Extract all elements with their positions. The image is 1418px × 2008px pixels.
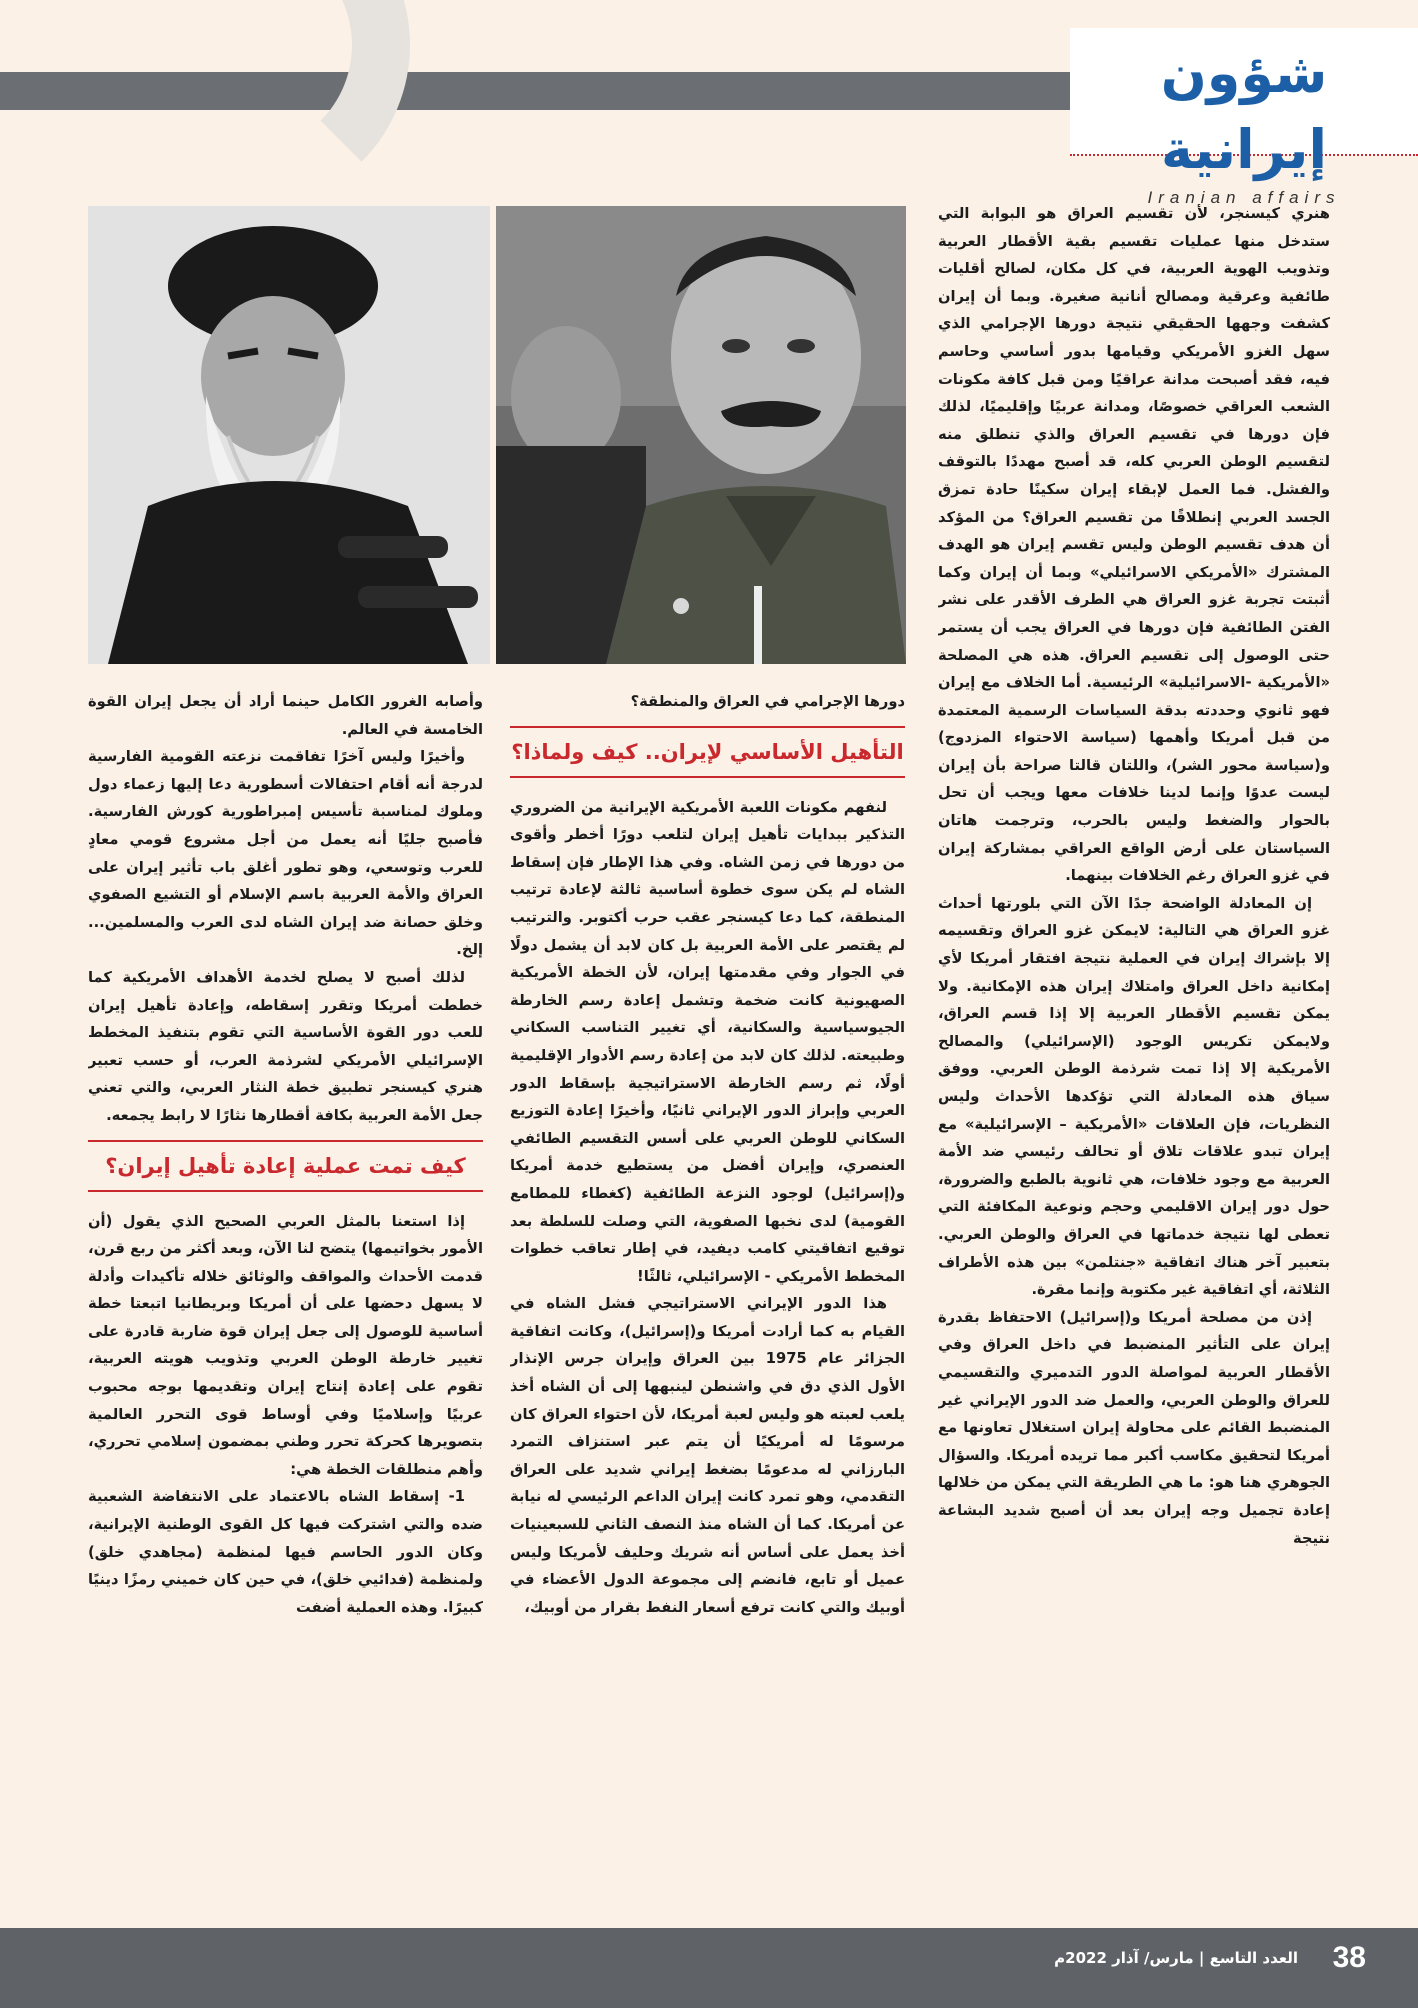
logo-arabic: شؤون إيرانية xyxy=(1160,42,1328,181)
paragraph: هذا الدور الإيراني الاستراتيجي فشل الشاه في القيام به كما أرادت أمريكا و(إسرائيل)، وكانت اتفاقية الجزائر عام 1975 بين العراق وإيران جرس الإنذار الأول الذي دق في واشنطن لينبهها إلى أن الشاه أخذ يلعب لعبته هو وليس لعبة أمريكا، لأن احتواء العراق كان مرسومًا له أمريكيًا أن يتم عبر استنزاف التمرد البارزاني له مدعومًا بضغط إيراني شديد على العراق التقدمي، وهو تمرد كانت إيران الداعم الرئيسي له نيابة عن أمريكا. كما أن الشاه منذ النصف الثاني للسبعينيات أخذ يعمل على أساس أنه شريك وحليف لأمريكا وليس عميل أو تابع، فانضم إلى مجموعة الدول الأعضاء في أوبيك والتي كانت ترفع أسعار النفط بقرار من أوبيك، xyxy=(510,1295,905,1616)
decorative-ring xyxy=(80,0,410,210)
paragraph: وأصابه الغرور الكامل حينما أراد أن يجعل إيران القوة الخامسة في العالم. xyxy=(88,693,483,738)
paragraph: إن المعادلة الواضحة جدًا الآن التي بلورتها أحداث غزو العراق هي التالية: لايمكن غزو العراق وتقسيمه إلا بإشراك إيران في العملية نتيجة افتقار أمريكا لأي إمكانية داخل العراق وامتلاك إيران هذه الإمكانية. ولا يمكن تقسيم الأقطار العربية إلا إذا قسم العراق، ولايمكن تكريس الوجود (الإسرائيلي) والمصالح الأمريكية إلا إذا تمت شرذمة الوطن العربي. ووفق سياق هذه المعادلة التي تؤكدها الأحداث وليس النظريات، فإن العلاقات «الأمريكية – الإسرائيلية» مع إيران تبدو علاقات تلاق أو تحالف رئيسي ضد الأمة العربية مع وجود خلافات، هي ثانوية بالطبع والضرورة، حول دور إيران الاقليمي وحجم ونوعية المكافئة التي تعطى لها نتيجة خدماتها في العراق والوطن العربي. بتعبير آخر هناك اتفاقية «جنتلمن» بين هذه الأطراف الثلاثة، أي اتفاقية غير مكتوبة وإنما مقرة. xyxy=(938,894,1330,1299)
issue-info: العدد التاسع | مارس/ آذار 2022م xyxy=(1054,1949,1298,1967)
paragraph: إذا استعنا بالمثل العربي الصحيح الذي يقول (أن الأمور بخواتيمها) يتضح لنا الآن، وبعد أكثر من ربع قرن، قدمت الأحداث والمواقف والوثائق خلاله تأكيدات وأدلة لا يسهل دحضها على أن أمريكا وبريطانيا اتبعتا خطة أساسية للوصول إلى جعل إيران قوة ضاربة قادرة على تغيير خارطة الوطن العربي وتذويب هويته العربية، تقوم على إعادة إنتاج إيران وتقديمها بوجه محبوب عربيًا وإسلاميًا وفي أوساط قوى التحرر العالمية بتصويرها كحركة تحرر وطني بمضمون إسلامي تحرري، وأهم منطلقات الخطة هي: xyxy=(88,1212,483,1478)
article-column-right xyxy=(938,200,1330,1880)
section-heading: كيف تمت عملية إعادة تأهيل إيران؟ xyxy=(88,1140,483,1192)
list-item: 1- إسقاط الشاه بالاعتماد على الانتفاضة الشعبية ضده والتي اشتركت فيها كل القوى الوطنية الإيرانية، وكان الدور الحاسم فيها لمنظمة (مجاهدي خلق) ولمنظمة (فدائيي خلق)، في حين كان خميني رمزًا دينيًا كبيرًا. وهذه العملية أضفت xyxy=(88,1488,483,1616)
article-column-middle xyxy=(510,688,905,1878)
page-footer xyxy=(0,1928,1418,2008)
article-column-left xyxy=(88,688,483,1878)
paragraph: هنري كيسنجر، لأن تقسيم العراق هو البوابة التي ستدخل منها عمليات تقسيم بقية الأقطار العربية وتذويب الهوية العربية، في كل مكان، لصالح أقليات طائفية وعرقية ومصالح أنانية صغيرة. وبما أن إيران كشفت وجهها الحقيقي نتيجة دورها الإجرامي الذي سهل الغزو الأمريكي وقيامها بدور أساسي وحاسم فيه، فقد أصبحت مدانة عراقيًا ومن قبل كافة مكونات الشعب العراقي خصوصًا، ومدانة عربيًا وإقليميًا، لذلك فإن دورها في تقسيم العراق والذي تنطلق منه لتقسيم الوطن العربي كله، قد أصبح مهددًا بالتوقف والفشل. فما العمل لإبقاء إيران سكينًا حادة تمزق الجسد العربي إنطلاقًا من تقسيم العراق؟ من المؤكد أن هدف تقسيم الوطن وليس تقسم إيران هو الهدف المشترك «الأمريكي الاسرائيلي» وبما أن إيران وكما أثبتت تجربة غزو العراق هي الطرف الأقدر على نشر الفتن الطائفية فإن دورها في العراق يجب أن يستمر حتى الوصول إلى تقسيم العراق. هذه هي المصلحة «الأمريكية -الاسرائيلية» الرئيسية. أما الخلاف مع إيران فهو ثانوي وحددته بدقة السياسات الرسمية المعتمدة من قبل أمريكا وأهمها (سياسة الاحتواء المزدوج) و(سياسة محور الشر)، واللتان قالتا صراحة بأن إيران ليست عدوًا وإنما لدينا خلافات معها ويجب أن تحل بالحوار والضغط وليس بالحرب، وترجمت هاتان السياستان على أرض الواقع العراقي بمشاركة إيران في غزو العراق رغم الخلافات بينهما. xyxy=(938,205,1330,885)
magazine-logo xyxy=(1070,28,1418,207)
khomeini-photo xyxy=(88,206,490,664)
paragraph: لذلك أصبح لا يصلح لخدمة الأهداف الأمريكية كما خططت أمريكا وتقرر إسقاطه، وإعادة تأهيل إيران للعب دور القوة الأساسية التي تقوم بتنفيذ المخطط الإسرائيلي الأمريكي لشرذمة العرب، أو حسب تعبير هنري كيسنجر تطبيق خطة النثار العربي، والتي تعني جعل الأمة العربية بكافة أقطارها نثارًا لا رابط يجمعه. xyxy=(88,968,483,1124)
paragraph: إذن من مصلحة أمريكا و(إسرائيل) الاحتفاظ بقدرة إيران على التأثير المنضبط في داخل العراق وفي الأقطار العربية لمواصلة الدور التدميري والتقسيمي للعراق والوطن العربي، والعمل ضد الدور الإيراني غير المنضبط القائم على محاولة إيران استغلال تعاونها مع أمريكا لتحقيق مكاسب أكبر مما تريده أمريكا. والسؤال الجوهري هنا هو: ما هي الطريقة التي يمكن من خلالها إعادة تجميل وجه إيران بعد أن أصبح شديد البشاعة نتيجة xyxy=(938,1308,1330,1547)
paragraph: دورها الإجرامي في العراق والمنطقة؟ xyxy=(630,693,905,710)
section-heading: التأهيل الأساسي لإيران.. كيف ولماذا؟ xyxy=(510,726,905,778)
logo-english: Iranian affairs xyxy=(1147,188,1341,207)
page-number: 38 xyxy=(1332,1941,1366,1974)
paragraph: لنفهم مكونات اللعبة الأمريكية الإيرانية من الضروري التذكير ببدايات تأهيل إيران لتلعب دورًا أخطر وأقوى من دورها في زمن الشاه. وفي هذا الإطار فإن إسقاط الشاه لم يكن سوى خطوة أساسية ثالثة لإعادة ترتيب المنطقة، كما دعا كيسنجر عقب حرب أكتوبر. والترتيب لم يقتصر على الأمة العربية بل كان لابد أن يشمل دولًا في الجوار وفي مقدمتها إيران، لأن الخطة الأمريكية الصهيونية كانت ضخمة وتشمل إعادة رسم الخارطة الجيوسياسية والسكانية، أي تغيير التناسب السكاني وطبيعته. لذلك كان لابد من إعادة رسم الأدوار الإقليمية أولًا، ثم رسم الخارطة الاستراتيجية بإسقاط الدور العربي وإبراز الدور الإيراني ثانيًا، وأخيرًا إعادة التوزيع السكاني للوطن العربي على أسس التقسيم الطائفي العنصري، وإيران أفضل من يستطيع خدمة أمريكا و(إسرائيل) لوجود النزعة الطائفية (كغطاء للمطامع القومية) لدى نخبها الصفوية، التي وصلت للسلطة بعد توقيع اتفاقيتي كامب ديفيد، في إطار تعاقب خطوات المخطط الأمريكي - الإسرائيلي، ثالثًا! xyxy=(510,798,905,1285)
paragraph: وأخيرًا وليس آخرًا تفاقمت نزعته القومية الفارسية لدرجة أنه أقام احتفالات أسطورية دعا إليها زعماء دول وملوك لمناسبة تأسيس إمبراطورية كورش الفارسية. فأصبح جليًا أنه يعمل من أجل مشروع قومي معادٍ للعرب وتوسعي، وهو تطور أغلق باب تأثير إيران على العراق والأمة العربية باسم الإسلام أو التشيع الصفوي وخلق حصانة ضد إيران الشاه لدى العرب والمسلمين... إلخ. xyxy=(88,748,483,959)
saddam-hussein-photo xyxy=(496,206,906,664)
